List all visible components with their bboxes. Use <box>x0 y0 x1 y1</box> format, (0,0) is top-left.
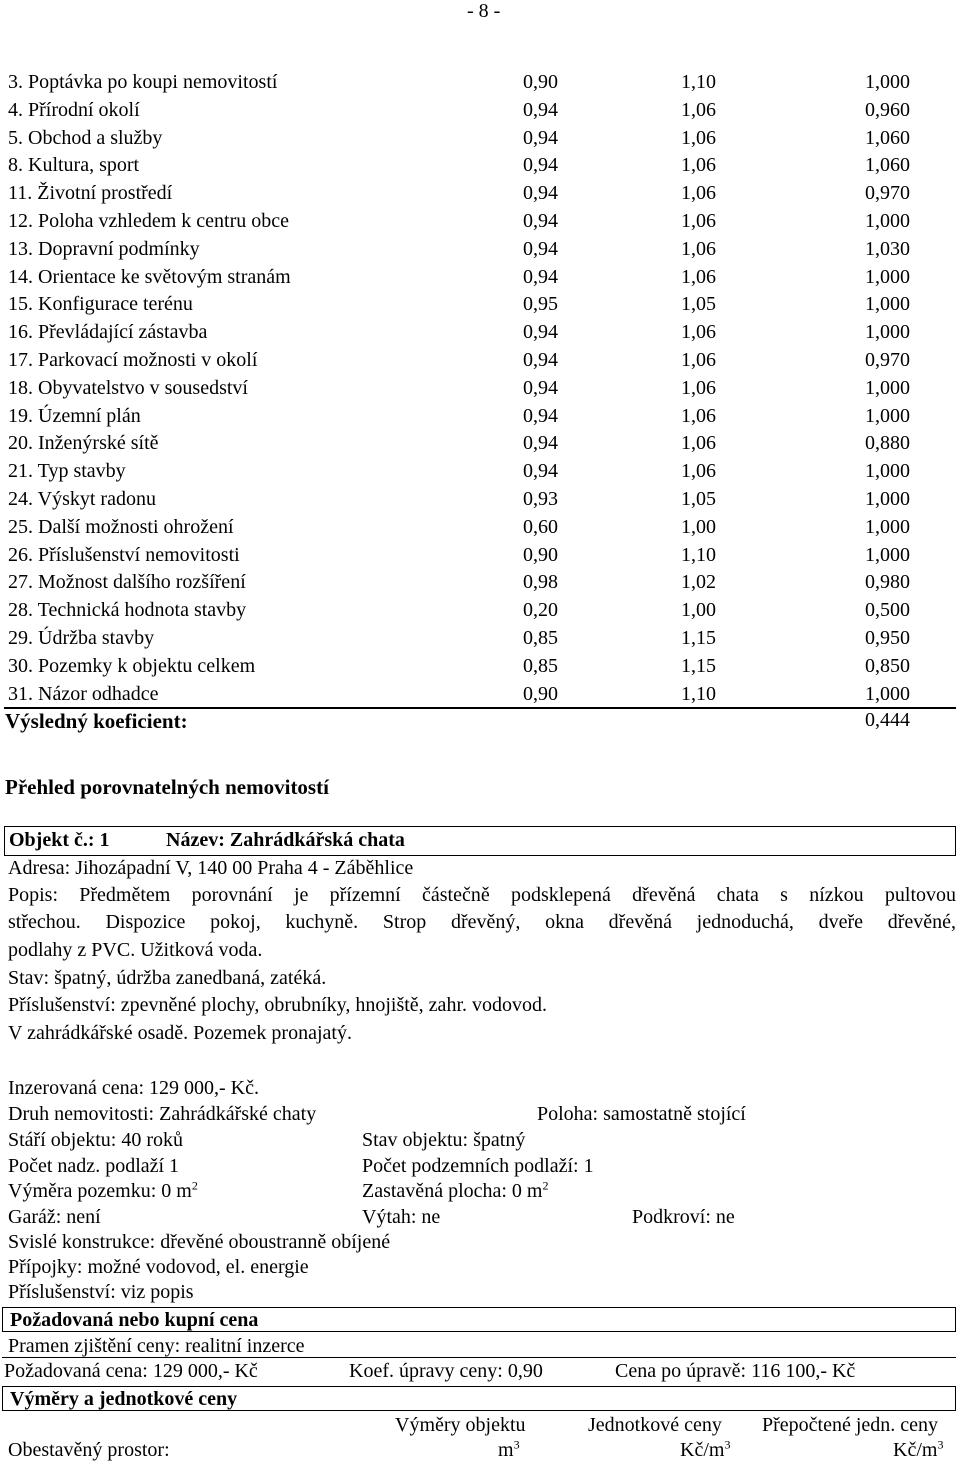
coefficient-row <box>0 374 960 402</box>
land-area: Výměra pozemku: 0 $m^2$ <box>8 1178 198 1202</box>
coefficient-name: 11. Životní prostředí <box>8 182 173 205</box>
coefficient-value: 1,000 <box>865 515 910 538</box>
coefficient-row <box>0 96 960 124</box>
object-name: Název: Zahrádkářská chata <box>166 829 405 851</box>
object-note: V zahrádkářské osadě. Pozemek pronajatý. <box>8 1022 352 1044</box>
coefficient-row <box>0 596 960 624</box>
coefficient-max: 1,10 <box>681 71 716 93</box>
coefficient-value: 0,880 <box>865 432 910 455</box>
col-unit-price: $Kč/m^3$ <box>680 1437 731 1461</box>
result-label: Výsledný koeficient: <box>5 709 188 733</box>
coefficient-min: 0,94 <box>523 404 558 427</box>
coefficient-name: 18. Obyvatelstvo v sousedství <box>8 376 248 399</box>
coefficient-value: 1,000 <box>865 376 910 399</box>
coefficient-min: 0,95 <box>523 293 558 316</box>
coefficient-value: 1,030 <box>865 237 910 260</box>
coefficient-name: 12. Poloha vzhledem k centru obce <box>8 210 290 232</box>
coefficient-row <box>0 151 960 179</box>
coefficient-min: 0,20 <box>523 599 558 622</box>
coefficient-name: 20. Inženýrské sítě <box>8 432 159 455</box>
coefficient-name: 16. Převládající zástavba <box>8 321 208 344</box>
object-condition: Stav objektu: špatný <box>362 1129 526 1151</box>
object-accessories: Příslušenství: zpevněné plochy, obrubníky, hnojiště, zahr. vodovod. <box>8 994 547 1016</box>
coefficient-max: 1,05 <box>681 293 716 316</box>
coefficient-value: 1,000 <box>865 210 910 232</box>
coefficient-value: 1,000 <box>865 265 910 288</box>
coefficient-value: 1,000 <box>865 543 910 566</box>
coefficient-max: 1,06 <box>681 321 716 344</box>
coefficient-min: 0,93 <box>523 488 558 510</box>
coefficient-max: 1,05 <box>681 488 716 510</box>
coefficient-row <box>0 541 960 569</box>
elevator: Výtah: ne <box>362 1206 441 1228</box>
attic: Podkroví: ne <box>632 1206 735 1228</box>
price-source: Pramen zjištění ceny: realitní inzerce <box>8 1335 305 1357</box>
coefficient-name: 15. Konfigurace terénu <box>8 293 193 316</box>
coefficient-name: 30. Pozemky k objektu celkem <box>8 654 256 677</box>
coefficient-name: 5. Obchod a služby <box>8 126 163 149</box>
result-value: 0,444 <box>865 709 910 731</box>
coefficient-row <box>0 179 960 207</box>
coefficient-min: 0,60 <box>523 515 558 538</box>
description-line: střechou. Dispozice pokoj, kuchyně. Strop dřevěný, okna dřevěná jednoduchá, dveře dřevěné, <box>8 911 956 933</box>
price-coefficient: Koef. úpravy ceny: 0,90 <box>349 1360 543 1382</box>
coefficient-min: 0,94 <box>523 237 558 260</box>
coefficient-row <box>0 318 960 346</box>
coefficient-name: 17. Parkovací možnosti v okolí <box>8 349 258 371</box>
adjusted-price: Cena po úpravě: 116 100,- Kč <box>615 1360 856 1382</box>
coefficient-name: 24. Výskyt radonu <box>8 488 156 510</box>
price-divider <box>2 1357 956 1358</box>
requested-price: Požadovaná cena: 129 000,- Kč <box>4 1360 258 1382</box>
coefficient-value: 1,000 <box>865 71 910 93</box>
coefficient-name: 25. Další možnosti ohrožení <box>8 515 234 538</box>
object-address: Adresa: Jihozápadní V, 140 00 Praha 4 - Záběhlice <box>8 857 414 879</box>
coefficient-value: 1,000 <box>865 682 910 705</box>
coefficient-value: 1,060 <box>865 126 910 149</box>
coefficient-min: 0,94 <box>523 265 558 288</box>
coefficient-row <box>0 680 960 708</box>
object-age: Stáří objektu: 40 roků <box>8 1129 183 1151</box>
advertised-price: Inzerovaná cena: 129 000,- Kč. <box>8 1077 259 1099</box>
coefficient-row <box>0 402 960 430</box>
coefficient-max: 1,00 <box>681 599 716 622</box>
coefficient-value: 1,060 <box>865 154 910 177</box>
coefficient-max: 1,06 <box>681 265 716 288</box>
coefficient-min: 0,94 <box>523 210 558 232</box>
location: Poloha: samostatně stojící <box>537 1103 746 1125</box>
floors-above: Počet nadz. podlaží 1 <box>8 1155 180 1177</box>
coefficient-row <box>0 235 960 263</box>
coefficient-max: 1,06 <box>681 154 716 177</box>
coefficient-value: 1,000 <box>865 321 910 344</box>
coefficient-max: 1,06 <box>681 349 716 371</box>
coefficient-value: 0,960 <box>865 98 910 121</box>
coefficient-value: 1,000 <box>865 293 910 316</box>
coefficient-max: 1,06 <box>681 98 716 121</box>
coefficient-max: 1,06 <box>681 376 716 399</box>
description-line: Popis: Předmětem porovnání je přízemní částečně podsklepená dřevěná chata s nízkou pultovou <box>8 884 956 906</box>
coefficient-value: 0,500 <box>865 599 910 622</box>
coefficient-max: 1,06 <box>681 210 716 232</box>
coefficient-row <box>0 207 960 235</box>
connections: Přípojky: možné vodovod, el. energie <box>8 1256 309 1278</box>
coefficient-max: 1,06 <box>681 404 716 427</box>
object-header-box <box>4 826 956 856</box>
coefficient-value: 1,000 <box>865 460 910 483</box>
coefficient-min: 0,94 <box>523 182 558 205</box>
property-type: Druh nemovitosti: Zahrádkářské chaty <box>8 1103 317 1125</box>
coefficient-row <box>0 346 960 374</box>
coefficient-min: 0,94 <box>523 126 558 149</box>
coefficient-max: 1,06 <box>681 126 716 149</box>
coefficient-max: 1,06 <box>681 237 716 260</box>
coefficient-value: 0,970 <box>865 349 910 371</box>
coefficient-row <box>0 124 960 152</box>
col-unit-recalculated: $Kč/m^3$ <box>893 1437 944 1461</box>
coefficient-min: 0,90 <box>523 543 558 566</box>
coefficient-row <box>0 429 960 457</box>
coefficient-max: 1,06 <box>681 182 716 205</box>
coefficient-name: 29. Údržba stavby <box>8 627 155 649</box>
object-number: Objekt č.: 1 <box>9 829 110 851</box>
coefficient-row <box>0 652 960 680</box>
coefficient-row <box>0 68 960 96</box>
coefficient-min: 0,90 <box>523 682 558 705</box>
garage: Garáž: není <box>8 1206 101 1228</box>
coefficient-value: 0,950 <box>865 627 910 649</box>
col-header-measures: Výměry objektu <box>395 1414 526 1436</box>
floors-below: Počet podzemních podlaží: 1 <box>362 1155 594 1177</box>
coefficient-row <box>0 457 960 485</box>
col-header-recalculated: Přepočtené jedn. ceny <box>762 1414 939 1436</box>
accessories: Příslušenství: viz popis <box>8 1281 194 1303</box>
object-state: Stav: špatný, údržba zanedbaná, zatéká. <box>8 967 327 989</box>
coefficient-name: 21. Typ stavby <box>8 460 126 483</box>
coefficient-row <box>0 624 960 652</box>
coefficient-name: 4. Přírodní okolí <box>8 98 140 121</box>
page-number: - 8 - <box>467 0 501 22</box>
coefficient-min: 0,94 <box>523 376 558 399</box>
coefficient-min: 0,90 <box>523 71 558 93</box>
built-area: Zastavěná plocha: 0 $m^2$ <box>362 1178 549 1202</box>
coefficient-min: 0,94 <box>523 349 558 371</box>
col-header-unit-price: Jednotkové ceny <box>588 1414 722 1436</box>
coefficient-value: 0,850 <box>865 654 910 677</box>
coefficient-value: 0,970 <box>865 182 910 205</box>
coefficient-value: 1,000 <box>865 488 910 510</box>
built-volume-label: Obestavěný prostor: <box>8 1439 170 1461</box>
coefficient-min: 0,94 <box>523 460 558 483</box>
price-section-title: Požadovaná nebo kupní cena <box>2 1307 956 1332</box>
coefficient-row <box>0 290 960 318</box>
coefficient-min: 0,85 <box>523 654 558 677</box>
coefficient-min: 0,98 <box>523 571 558 594</box>
coefficient-value: 1,000 <box>865 404 910 427</box>
section-title: Přehled porovnatelných nemovitostí <box>5 775 329 799</box>
coefficient-max: 1,15 <box>681 654 716 677</box>
coefficient-name: 13. Dopravní podmínky <box>8 237 200 260</box>
description-line: podlahy z PVC. Užitková voda. <box>8 939 263 961</box>
coefficient-max: 1,15 <box>681 627 716 649</box>
coefficient-min: 0,85 <box>523 627 558 649</box>
coefficient-name: 3. Poptávka po koupi nemovitostí <box>8 71 278 93</box>
coefficient-max: 1,02 <box>681 571 716 594</box>
coefficient-max: 1,06 <box>681 432 716 455</box>
coefficient-max: 1,10 <box>681 543 716 566</box>
coefficient-name: 8. Kultura, sport <box>8 154 140 177</box>
construction: Svislé konstrukce: dřevěné oboustranně obíjené <box>8 1231 391 1253</box>
coefficient-max: 1,06 <box>681 460 716 483</box>
coefficient-value: 0,980 <box>865 571 910 594</box>
col-unit-measures: $m^3$ <box>498 1437 520 1461</box>
coefficient-row <box>0 568 960 596</box>
coefficient-row <box>0 263 960 291</box>
coefficient-max: 1,00 <box>681 515 716 538</box>
coefficient-name: 31. Názor odhadce <box>8 682 159 705</box>
coefficient-name: 27. Možnost dalšího rozšíření <box>8 571 246 594</box>
coefficient-min: 0,94 <box>523 154 558 177</box>
coefficient-min: 0,94 <box>523 98 558 121</box>
coefficient-row <box>0 485 960 513</box>
coefficient-name: 26. Příslušenství nemovitosti <box>8 543 240 566</box>
coefficient-min: 0,94 <box>523 432 558 455</box>
coefficient-max: 1,10 <box>681 682 716 705</box>
coefficient-name: 19. Územní plán <box>8 404 141 427</box>
coefficient-row <box>0 513 960 541</box>
coefficient-name: 14. Orientace ke světovým stranám <box>8 265 291 288</box>
coefficient-name: 28. Technická hodnota stavby <box>8 599 247 622</box>
coefficient-min: 0,94 <box>523 321 558 344</box>
measures-section-title: Výměry a jednotkové ceny <box>2 1386 956 1411</box>
